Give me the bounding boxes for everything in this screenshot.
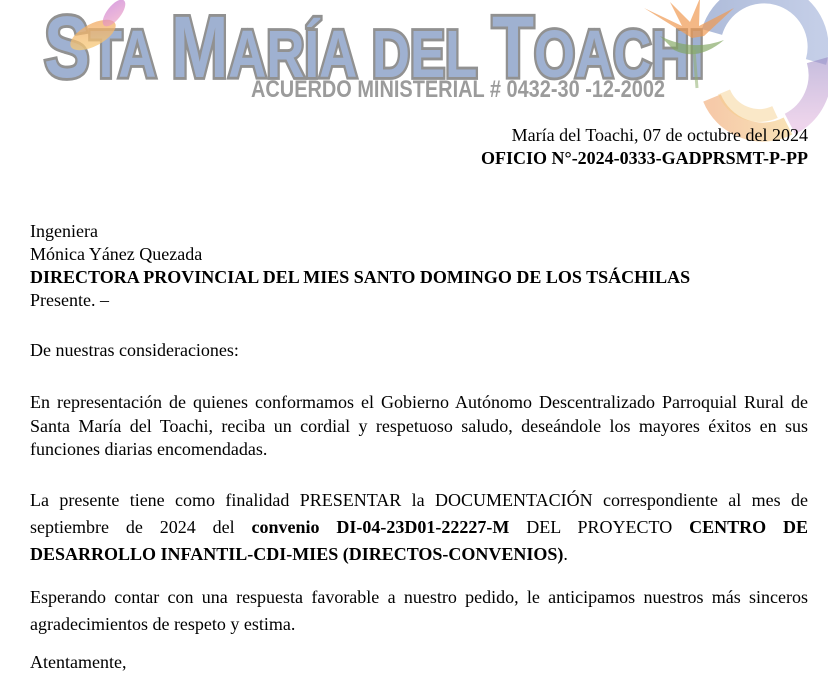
logo-letter: T: [492, 0, 529, 96]
text-run: La presente tiene como finalidad PRESENTAR la DOCUMENTACIÓN correspondiente al mes de septiembre de 2024 del: [30, 490, 808, 537]
paragraph-3: Esperando contar con una respuesta favorable a nuestro pedido, le anticipamos nuestros más sinceros agradecimientos de respeto y estima.: [30, 587, 808, 634]
text-run: CENTRO DE DESARROLLO INFANTIL-CDI-MIES (DIRECTOS-CONVENIOS): [30, 517, 809, 564]
date-block: [481, 124, 808, 170]
svg-text:STA MARÍA DEL TOACHI: [44, 0, 704, 95]
logo-letter: TA: [89, 17, 161, 92]
paragraph-2: [30, 487, 808, 568]
text-run: convenio DI-04-23D01-22227-M: [251, 517, 510, 537]
salutation: De nuestras consideraciones:: [30, 340, 239, 360]
text-run: .: [563, 544, 568, 564]
logo-letter: ARÍA: [228, 17, 354, 92]
text-run: DEL PROYECTO: [509, 517, 690, 537]
logo-letter: DEL: [371, 17, 477, 92]
recipient-name: Mónica Yánez Quezada: [30, 244, 203, 264]
recipient-block: [30, 220, 690, 312]
recipient-present: Presente. –: [30, 290, 109, 310]
recipient-degree: Ingeniera: [30, 221, 98, 241]
logo-title: [44, 0, 704, 95]
logo-letter: OACHI: [534, 17, 683, 92]
logo-subtitle: ACUERDO MINISTERIAL # 0432-30 -12-2002: [251, 76, 665, 103]
logo-letter: M: [170, 0, 221, 96]
paragraph-1: En representación de quienes conformamos el Gobierno Autónomo Descentralizado Parroquial Rural de Santa María del Toachi, reciba un cordial y respetuoso saludo, deseándole los mayores éxitos en sus funciones diarias encomendadas.: [30, 392, 808, 459]
butterfly-icon: [66, 0, 130, 56]
date-line: María del Toachi, 07 de octubre del 2024: [511, 125, 808, 145]
recipient-role: DIRECTORA PROVINCIAL DEL MIES SANTO DOMINGO DE LOS TSÁCHILAS: [30, 267, 691, 287]
flower-icon: [644, 0, 734, 88]
swirl-icon: [712, 0, 820, 132]
oficio-number: OFICIO N°-2024-0333-GADPRSMT-P-PP: [480, 148, 808, 168]
logo-letter: S: [43, 0, 85, 96]
closing: Atentamente,: [30, 652, 127, 672]
